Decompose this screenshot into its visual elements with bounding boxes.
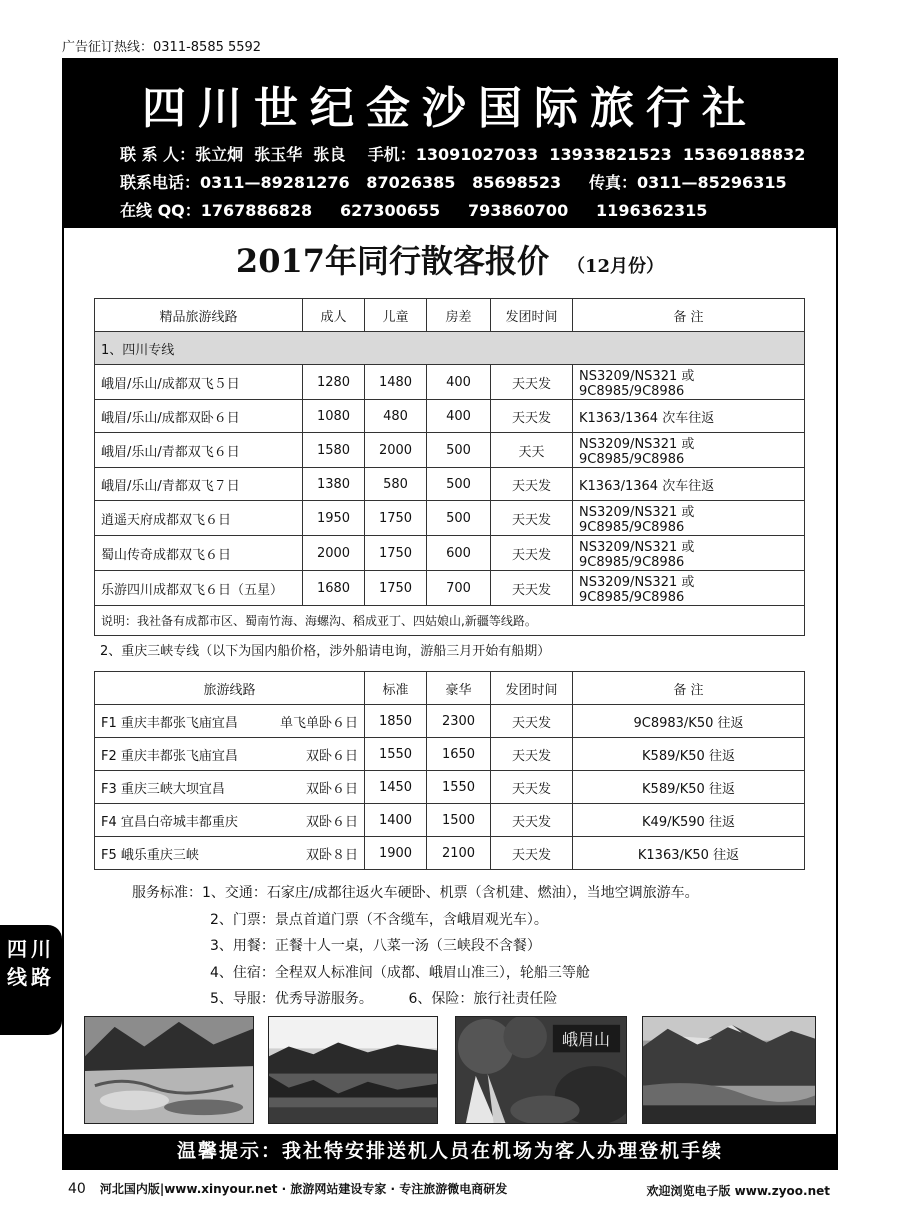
route-cell: 逍遥天府成都双飞６日 [95,501,303,536]
luxury-price: 1550 [427,771,491,804]
child-price: 580 [365,468,427,501]
agency-title: 四川世纪金沙国际旅行社 [142,83,758,134]
child-price: 1750 [365,571,427,606]
table-row [95,468,805,501]
room-diff: 400 [427,400,491,433]
service-transport: 服务标准：1、交通：石家庄/成都往返火车硬卧、机票（含机建、燃油），当地空调旅游车。 [132,885,699,901]
table-row [95,365,805,400]
agency-header [64,60,836,228]
route-name: F5 峨乐重庆三峡 [101,847,199,863]
adult-price: 1380 [303,468,365,501]
route-cell: 峨眉/乐山/青都双飞６日 [95,433,303,468]
table-row [95,771,805,804]
page-number: 40 [68,1181,86,1197]
room-diff: 600 [427,536,491,571]
header-luxury: 豪华 [427,672,491,705]
three-gorges-price-table [94,671,805,870]
table-row [95,501,805,536]
header-departure: 发团时间 [491,672,573,705]
adult-price: 1950 [303,501,365,536]
contact-qq: 在线 QQ：1767886828 627300655 793860700 1196362315 [120,201,708,220]
notes: K1363/K50 往返 [573,837,805,870]
route-transport: 双卧６日 [305,748,358,764]
service-standards [132,880,699,1013]
adult-price: 1280 [303,365,365,400]
route-cell [95,804,365,837]
route-transport: 双卧６日 [305,814,358,830]
route-cell: 峨眉/乐山/成都双飞５日 [95,365,303,400]
notes: NS3209/NS321 或 9C8985/9C8986 [573,501,805,536]
departure: 天天发 [491,365,573,400]
route-cell: 峨眉/乐山/成都双卧６日 [95,400,303,433]
notes: NS3209/NS321 或 9C8985/9C8986 [573,571,805,606]
child-price: 480 [365,400,427,433]
route-cell: 乐游四川成都双飞６日（五星） [95,571,303,606]
photo-emei-mountain [455,1016,627,1124]
price-title-month: （12月份） [567,256,665,277]
side-tab-sichuan-routes [0,925,62,1035]
photo-valley-river [642,1016,816,1124]
header-route: 精品旅游线路 [95,299,303,332]
route-transport: 双卧８日 [305,847,358,863]
room-diff: 700 [427,571,491,606]
table-row [95,536,805,571]
section-label: 1、四川专线 [95,332,805,365]
notes: NS3209/NS321 或 9C8985/9C8986 [573,433,805,468]
table-header-row [95,299,805,332]
route-transport: 双卧６日 [305,781,358,797]
table-note-row [95,606,805,636]
service-guide-insurance: 5、导服：优秀导游服务。 6、保险：旅行社责任险 [210,991,558,1007]
adult-price: 1580 [303,433,365,468]
ad-hotline: 广告征订热线：0311-8585 5592 [62,40,262,55]
table-row [95,804,805,837]
departure: 天天发 [491,705,573,738]
table-header-row [95,672,805,705]
adult-price: 1080 [303,400,365,433]
departure: 天天发 [491,571,573,606]
departure: 天天 [491,433,573,468]
room-diff: 500 [427,501,491,536]
header-child: 儿童 [365,299,427,332]
departure: 天天发 [491,804,573,837]
luxury-price: 1650 [427,738,491,771]
side-tab-line2: 线路 [7,965,55,989]
table-row [95,433,805,468]
header-adult: 成人 [303,299,365,332]
header-notes: 备 注 [573,672,805,705]
table-row [95,705,805,738]
notice-bar: 温馨提示：我社特安排送机人员在机场为客人办理登机手续 [64,1134,836,1168]
departure: 天天发 [491,738,573,771]
header-notes: 备 注 [573,299,805,332]
departure: 天天发 [491,400,573,433]
luxury-price: 2100 [427,837,491,870]
standard-price: 1900 [365,837,427,870]
service-tickets: 2、门票：景点首道门票（不含缆车，含峨眉观光车）。 [210,911,548,928]
notes: NS3209/NS321 或 9C8985/9C8986 [573,536,805,571]
header-departure: 发团时间 [491,299,573,332]
child-price: 1750 [365,536,427,571]
room-diff: 400 [427,365,491,400]
route-transport: 单飞单卧６日 [279,715,358,731]
route-name: F2 重庆丰都张飞庙宜昌 [101,748,238,764]
route-cell: 蜀山传奇成都双飞６日 [95,536,303,571]
table-row [95,400,805,433]
adult-price: 1680 [303,571,365,606]
notes: 9C8983/K50 往返 [573,705,805,738]
departure: 天天发 [491,536,573,571]
section2-heading: 2、重庆三峡专线（以下为国内船价格，涉外船请电询，游船三月开始有船期） [100,644,551,659]
table-row [95,837,805,870]
price-list-title [64,236,836,282]
route-cell [95,738,365,771]
price-title-main: 2017年同行散客报价 [235,242,549,280]
route-name: F3 重庆三峡大坝宜昌 [101,781,225,797]
notes: NS3209/NS321 或 9C8985/9C8986 [573,365,805,400]
sichuan-price-table [94,298,805,636]
footer-left [68,1180,507,1197]
contact-persons: 联 系 人：张立炯 张玉华 张良 手机：13091027033 13933821523 15369188832 [120,145,806,164]
departure: 天天发 [491,501,573,536]
standard-price: 1450 [365,771,427,804]
child-price: 1480 [365,365,427,400]
route-cell [95,705,365,738]
child-price: 1750 [365,501,427,536]
departure: 天天发 [491,771,573,804]
notes: K1363/1364 次车往返 [573,468,805,501]
route-name: F4 宜昌白帝城丰都重庆 [101,814,238,830]
side-tab-line1: 四川 [7,937,55,961]
contact-phones: 联系电话：0311—89281276 87026385 85698523 传真：0311—85296315 [120,173,787,192]
route-cell [95,837,365,870]
luxury-price: 2300 [427,705,491,738]
notes: K589/K50 往返 [573,771,805,804]
section-row [95,332,805,365]
header-room-diff: 房差 [427,299,491,332]
photo-sign-text: 峨眉山 [562,1030,611,1049]
table-row [95,571,805,606]
notes: K589/K50 往返 [573,738,805,771]
luxury-price: 1500 [427,804,491,837]
standard-price: 1850 [365,705,427,738]
child-price: 2000 [365,433,427,468]
photo-mountain-lake [84,1016,254,1124]
footer-ebook-link[interactable]: 欢迎浏览电子版 www.zyoo.net [646,1184,830,1198]
header-standard: 标准 [365,672,427,705]
photo-reflection-lake [268,1016,438,1124]
notes: K1363/1364 次车往返 [573,400,805,433]
standard-price: 1400 [365,804,427,837]
footer-publisher: 河北国内版|www.xinyour.net · 旅游网站建设专家 · 专注旅游微电商研发 [99,1182,508,1196]
service-meals: 3、用餐：正餐十人一桌，八菜一汤（三峡段不含餐） [210,938,541,954]
departure: 天天发 [491,837,573,870]
route-name: F1 重庆丰都张飞庙宜昌 [101,715,238,731]
table-note: 说明：我社备有成都市区、蜀南竹海、海螺沟、稻成亚丁、四姑娘山,新疆等线路。 [95,606,805,636]
standard-price: 1550 [365,738,427,771]
room-diff: 500 [427,433,491,468]
adult-price: 2000 [303,536,365,571]
departure: 天天发 [491,468,573,501]
table-row [95,738,805,771]
header-route: 旅游线路 [95,672,365,705]
route-cell [95,771,365,804]
room-diff: 500 [427,468,491,501]
notes: K49/K590 往返 [573,804,805,837]
route-cell: 峨眉/乐山/青都双飞７日 [95,468,303,501]
service-lodging: 4、住宿：全程双人标准间（成都、峨眉山准三），轮船三等舱 [210,964,590,981]
